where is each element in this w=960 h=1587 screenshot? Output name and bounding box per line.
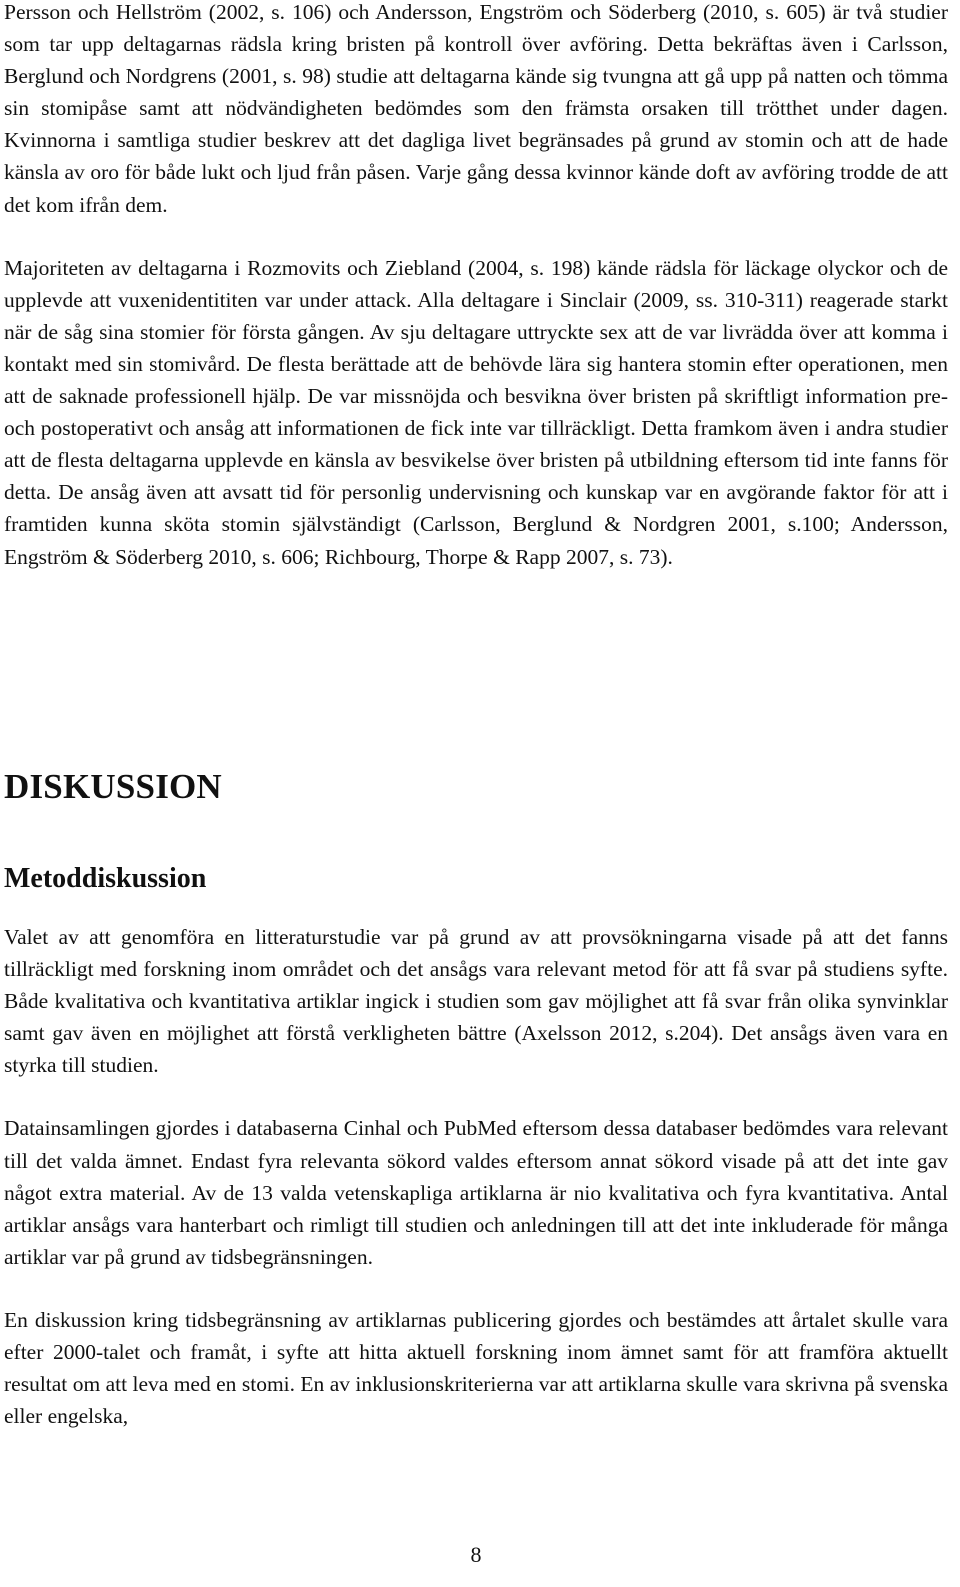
paragraph-control-fears: Persson och Hellström (2002, s. 106) och Andersson, Engström och Söderberg (2010, s. 605) är två studier som tar upp deltagarnas rädsla kring bristen på kontroll över avföring. Detta bekräftas även i Carlsson, Berglund och Nordgrens (2001, s. 98) studie att deltagarna kände sig tvungna att gå upp på natten och tömma sin stomipåse samt att nödvändigheten bedömdes som den främsta orsaken till trötthet under dagen. Kvinnorna i samtliga studier beskrev att det dagliga livet begränsades på grund av stomin och att de hade känsla av oro för både lukt och ljud från påsen. Varje gång dessa kvinnor kände doft av avföring trodde de att det kom ifrån dem. [4,0,948,217]
results-section [4,0,948,573]
paragraph-information-lack: Majoriteten av deltagarna i Rozmovits och Ziebland (2004, s. 198) kände rädsla för läckage olyckor och de upplevde att vuxenidentititen var under attack. Alla deltagare i Sinclair (2009, ss. 310-311) reagerade starkt när de såg sina stomier för första gången. Av sju deltagare uttryckte sex att de var livrädda över att komma i kontakt med sin stomivård. De flesta berättade att de behövde lära sig hantera stomin efter operationen, men att de saknade professionell hjälp. De var missnöjda och besvikna över bristen på skriftligt information pre- och postoperativt och ansåg att informationen de fick inte var tillräckligt. Detta framkom även i andra studier att de flesta deltagarna upplevde en känsla av besvikelse över bristen på utbildning eftersom tid inte fanns för detta. De ansåg även att avsatt tid för personlig undervisning och kunskap var en avgörande faktor för att i framtiden kunna sköta stomin självständigt (Carlsson, Berglund & Nordgren 2001, s.100; Andersson, Engström & Söderberg 2010, s. 606; Richbourg, Thorpe & Rapp 2007, s. 73). [4,255,948,569]
paragraph-literature-study: Valet av att genomföra en litteraturstudie var på grund av att provsökningarna visade på att det fanns tillräckligt med forskning inom området och det ansågs vara relevant metod för att få svar på studiens syfte. Både kvalitativa och kvantitativa artiklar ingick i studien som gav möjlighet att få svar från olika synvinklar samt gav även en möjlighet att förstå verkligheten bättre (Axelsson 2012, s.204). Det ansågs även vara en styrka till studien. [4,925,948,1078]
page-number: 8 [470,1542,482,1567]
heading-discussion: DISKUSSION [4,767,222,806]
method-discussion-section [4,921,948,1432]
heading-method-discussion: Metoddiskussion [4,863,207,894]
paragraph-time-limits: En diskussion kring tidsbegränsning av artiklarnas publicering gjordes och bestämdes att årtalet skulle vara efter 2000-talet och framåt, i syfte att hitta aktuell forskning inom ämnet samt för att framföra aktuellt resultat om att leva med en stomi. En av inklusionskriterierna var att artiklarna skulle vara skrivna på svenska eller engelska, [4,1307,948,1429]
paragraph-data-collection: Datainsamlingen gjordes i databaserna Cinhal och PubMed eftersom dessa databaser bedömdes vara relevant till det valda ämnet. Endast fyra relevanta sökord valdes eftersom annat sökord visade på att det inte gav något extra material. Av de 13 valda vetenskapliga artiklarna är nio kvalitativa och fyra kvantitativa. Antal artiklar ansågs vara hanterbart och rimligt till studien och anledningen till att det inte inkluderade för många artiklar var på grund av tidsbegränsningen. [4,1116,948,1269]
